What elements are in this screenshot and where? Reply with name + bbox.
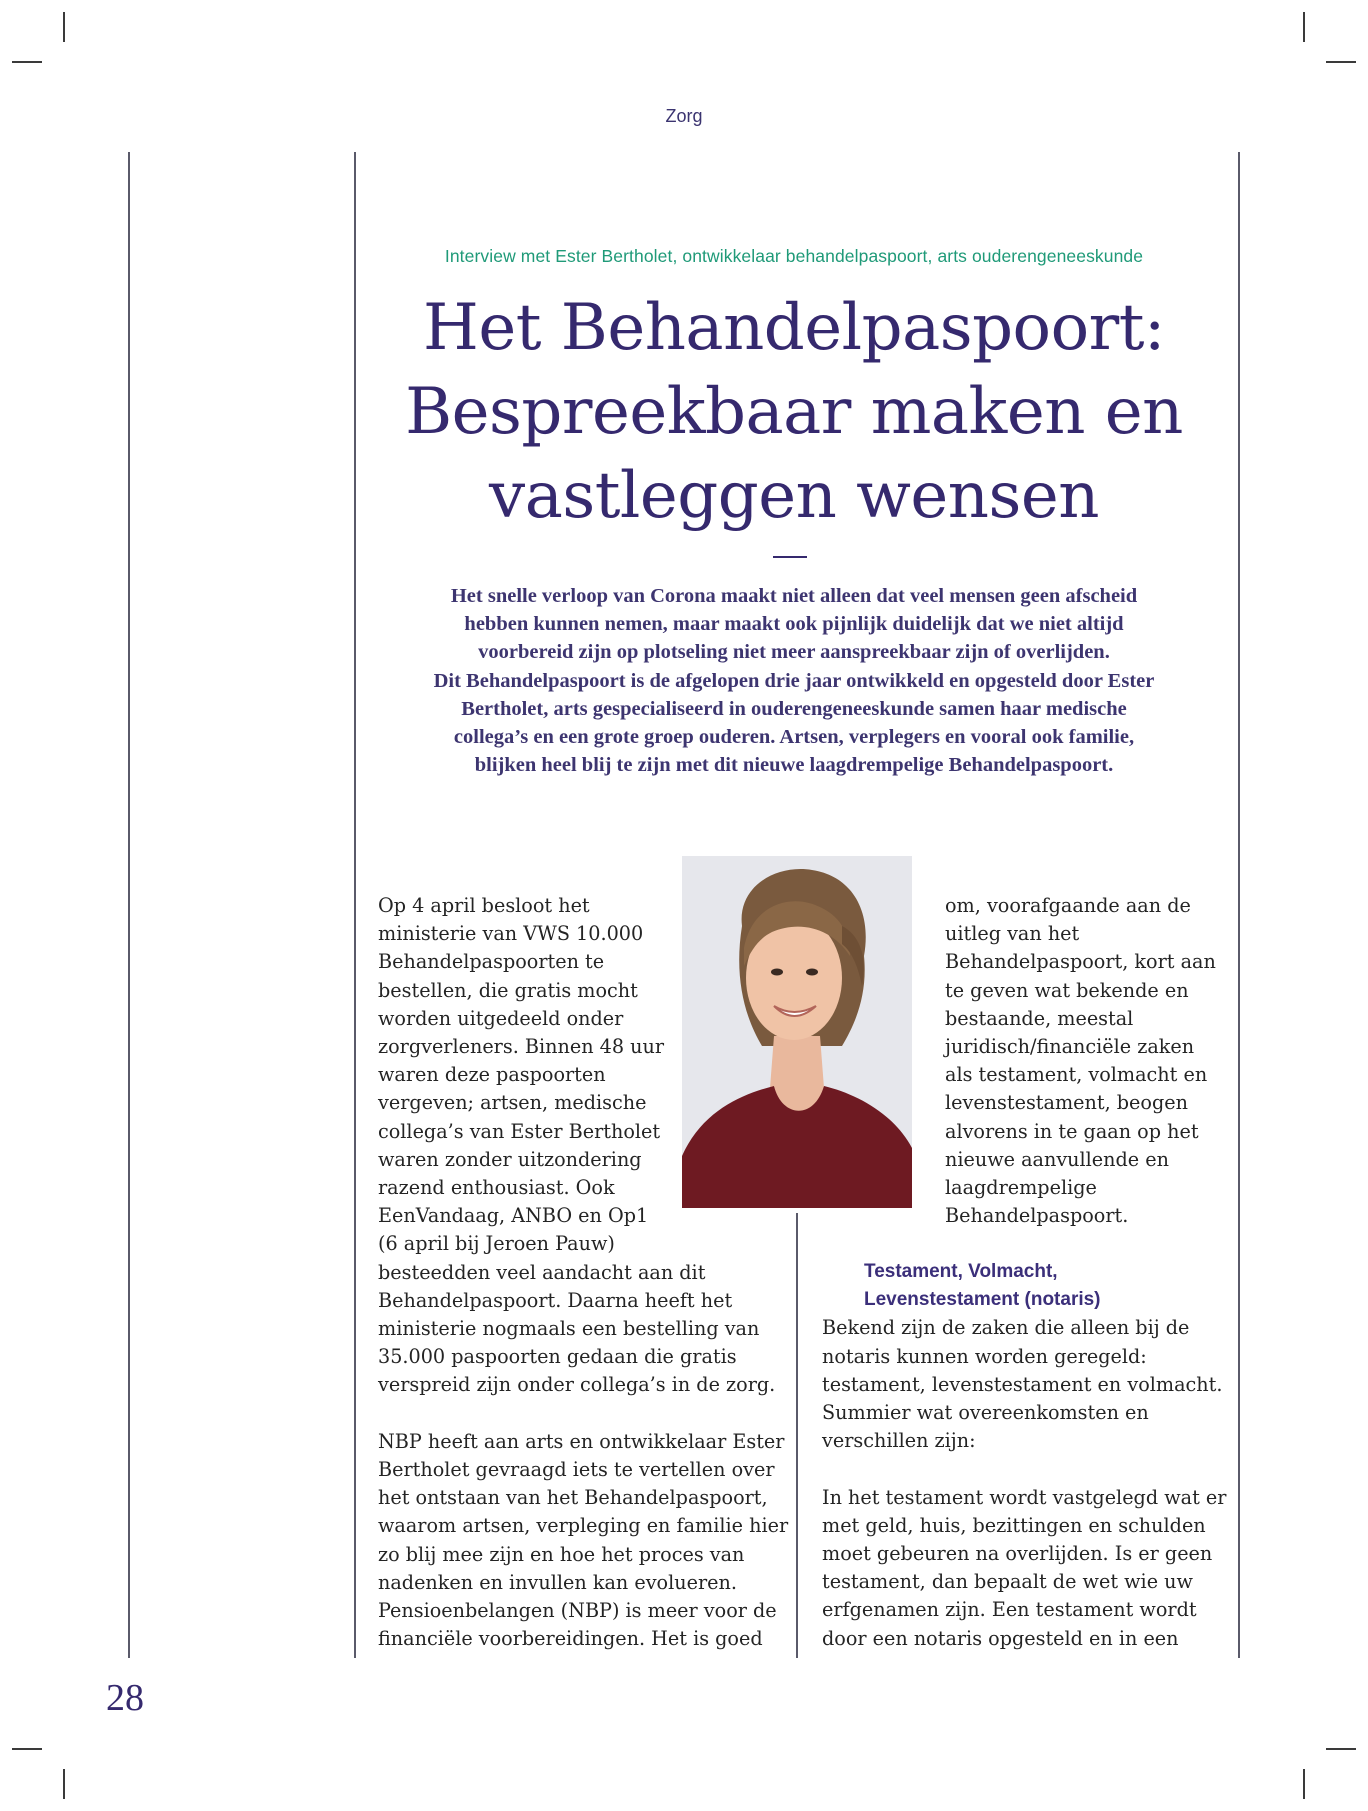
body-line: worden uitgedeeld onder	[378, 1006, 624, 1030]
title-line: Bespreekbaar maken en	[405, 375, 1183, 449]
body-line: bestaande, meestal	[945, 1006, 1134, 1030]
column-rule-right	[1238, 152, 1240, 1658]
body-line: 35.000 paspoorten gedaan die gratis	[378, 1345, 737, 1369]
title-divider	[773, 556, 807, 558]
body-line: Summier wat overeenkomsten en	[822, 1401, 1149, 1425]
body-line: collega’s van Ester Bertholet	[378, 1119, 661, 1143]
column-right-top	[945, 892, 1235, 1230]
body-line: testament, dan bepaalt de wet wie uw	[822, 1570, 1193, 1594]
body-line: met geld, huis, bezittingen en schulden	[822, 1513, 1206, 1537]
article-kicker: Interview met Ester Bertholet, ontwikkelaar behandelpaspoort, arts ouderengeneeskunde	[444, 246, 1144, 266]
subheading-line: Levenstestament (notaris)	[864, 1289, 1101, 1311]
margin-rule-left	[128, 152, 130, 1658]
body-line: (6 april bij Jeroen Pauw)	[378, 1232, 615, 1256]
body-line: erfgenamen zijn. Een testament wordt	[822, 1598, 1197, 1622]
body-line: razend enthousiast. Ook	[378, 1176, 615, 1200]
body-line: ministerie van VWS 10.000	[378, 922, 644, 946]
body-line: besteedden veel aandacht aan dit	[378, 1260, 706, 1284]
body-line: zo blij mee zijn en hoe het proces van	[378, 1542, 745, 1566]
body-line: Bertholet gevraagd iets te vertellen over	[378, 1458, 775, 1482]
body-line: te geven wat bekende en	[945, 978, 1189, 1002]
body-line: levenstestament, beogen	[945, 1091, 1188, 1115]
subheading	[864, 1258, 1222, 1314]
body-line: verspreid zijn onder collega’s in de zorg.	[378, 1373, 776, 1397]
subheading-line: Testament, Volmacht,	[864, 1261, 1058, 1282]
intro-line: collega’s en een grote groep ouderen. Artsen, verplegers en vooral ook familie,	[453, 726, 1135, 749]
body-line: ministerie nogmaals een bestelling van	[378, 1317, 760, 1341]
intro-line: Bertholet, arts gespecialiseerd in ouderengeneeskunde samen haar medische	[461, 697, 1127, 720]
column-left-top	[378, 892, 789, 1653]
body-line: Behandelpaspoort, kort aan	[945, 950, 1216, 974]
column-rule-middle	[796, 1213, 798, 1658]
crop-mark	[63, 1769, 65, 1799]
body-line: het ontstaan van het Behandelpaspoort,	[378, 1486, 768, 1510]
body-line: waren deze paspoorten	[378, 1063, 606, 1087]
page-number: 28	[106, 1677, 144, 1719]
title-line: vastleggen wensen	[489, 459, 1099, 533]
body-line: bestellen, die gratis mocht	[378, 978, 638, 1002]
body-line: door een notaris opgesteld en in een	[822, 1626, 1179, 1650]
body-line: notaris kunnen worden geregeld:	[822, 1344, 1147, 1368]
body-line: EenVandaag, ANBO en Op1	[378, 1204, 649, 1228]
article-title	[354, 286, 1234, 538]
paragraph-gap	[378, 1400, 673, 1428]
body-line: waarom artsen, verpleging en familie hier	[378, 1514, 789, 1538]
body-line: zorgverleners. Binnen 48 uur	[378, 1035, 665, 1059]
body-line: waren zonder uitzondering	[378, 1147, 642, 1171]
crop-mark	[63, 12, 65, 42]
body-line: vergeven; artsen, medische	[378, 1091, 647, 1115]
body-line: nieuwe aanvullende en	[945, 1147, 1169, 1171]
body-line: laagdrempelige	[945, 1176, 1097, 1200]
paragraph-gap	[822, 1455, 1222, 1483]
body-line: nadenken en invullen kan evolueren.	[378, 1570, 737, 1594]
crop-mark	[1303, 1769, 1305, 1799]
portrait-photo	[682, 856, 912, 1208]
body-line: Pensioenbelangen (NBP) is meer voor de	[378, 1599, 777, 1623]
body-line: Bekend zijn de zaken die alleen bij de	[822, 1316, 1190, 1340]
body-line: Behandelpaspoort. Daarna heeft het	[378, 1288, 733, 1312]
body-line: uitleg van het	[945, 922, 1080, 946]
intro-line: Dit Behandelpaspoort is de afgelopen drie jaar ontwikkeld en opgesteld door Ester	[433, 669, 1155, 692]
section-label: Zorg	[665, 106, 703, 126]
crop-mark	[1303, 12, 1305, 42]
body-line: als testament, volmacht en	[945, 1063, 1208, 1087]
body-line: Behandelpaspoorten te	[378, 950, 605, 974]
body-line: Behandelpaspoort.	[945, 1204, 1129, 1228]
intro-line: Het snelle verloop van Corona maakt niet alleen dat veel mensen geen afscheid	[450, 585, 1138, 607]
intro-line: blijken heel blij te zijn met dit nieuwe laagdrempelige Behandelpaspoort.	[474, 754, 1114, 777]
body-line: In het testament wordt vastgelegd wat er	[822, 1485, 1227, 1509]
intro-line: voorbereid zijn op plotseling niet meer aanspreekbaar zijn of overlijden.	[478, 641, 1110, 664]
body-line: financiële voorbereidingen. Het is goed	[378, 1627, 763, 1651]
body-line: Op 4 april besloot het	[378, 894, 590, 917]
crop-mark	[1326, 1748, 1356, 1750]
body-line: om, voorafgaande aan de	[945, 894, 1191, 917]
body-line: juridisch/financiële zaken	[945, 1035, 1195, 1059]
article-intro	[394, 582, 1194, 779]
crop-mark	[1326, 61, 1356, 63]
body-line: moet gebeuren na overlijden. Is er geen	[822, 1542, 1213, 1566]
title-line: Het Behandelpaspoort:	[423, 291, 1165, 365]
crop-mark	[12, 61, 42, 63]
intro-line: hebben kunnen nemen, maar maakt ook pijnlijk duidelijk dat we niet altijd	[464, 613, 1124, 636]
crop-mark	[12, 1748, 42, 1750]
body-line: alvorens in te gaan op het	[945, 1119, 1199, 1143]
body-line: testament, levenstestament en volmacht.	[822, 1372, 1223, 1396]
column-right-bottom	[822, 1258, 1227, 1653]
portrait-illustration	[682, 856, 912, 1208]
body-line: verschillen zijn:	[822, 1429, 976, 1453]
body-line: NBP heeft aan arts en ontwikkelaar Ester	[378, 1429, 785, 1453]
